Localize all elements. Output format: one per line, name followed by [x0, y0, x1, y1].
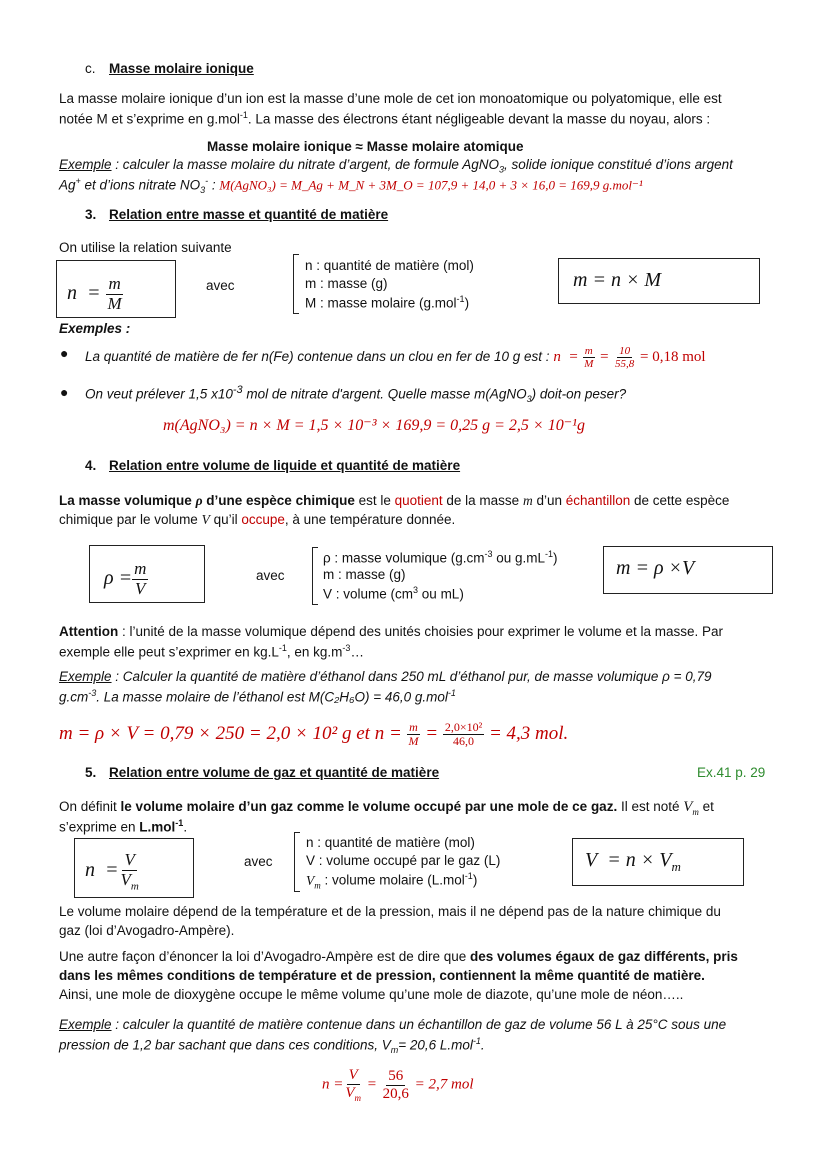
- formula-box-m-rho-V: m = ρ ×V: [603, 546, 773, 594]
- definition-paragraph: s’exprime en L.mol$^{-1}$.: [59, 818, 188, 835]
- example-line: $g.cm^{-3}$. La masse molaire de l’éthanol est M(C₂H₆O) = 46,0 g.mol$^{-1}$: [59, 688, 456, 705]
- avec-label: avec: [256, 568, 285, 583]
- molar-mass-formula: M(AgNO₃) = M_Ag + M_N + 3M_O = 107,9 + 14,0 + 3 × 16,0 = 169,9 g.mol⁻¹: [219, 177, 643, 193]
- definition-m: m : masse (g): [305, 276, 388, 291]
- avec-label: avec: [206, 278, 235, 293]
- section-5-title: Relation entre volume de gaz et quantité de matière: [109, 765, 440, 780]
- section-4-title: Relation entre volume de liquide et quantité de matière: [109, 458, 461, 473]
- section-c-letter: c.: [85, 61, 96, 76]
- section-4-number: 4.: [85, 458, 97, 473]
- attention-line: exemple elle peut s’exprimer en $kg.L^{-1}$, en $kg.m^{-3}\dots$: [59, 643, 364, 660]
- brace: [312, 547, 318, 605]
- definition-M: M : masse molaire (g.mol$^{-1}$): [305, 294, 470, 311]
- example-line: pression de 1,2 bar sachant que dans ces conditions, $V_m= 20,6$ L.mol$^{-1}$.: [59, 1036, 485, 1056]
- example-line: Exemple : calculer la quantité de matière contenue dans un échantillon de gaz de volume 56 L à 25°C sous une: [59, 1017, 727, 1032]
- example-line: Exemple : Calculer la quantité de matière d’éthanol dans 250 mL d’éthanol pur, de masse volumique ρ = 0,79: [59, 669, 712, 684]
- example-iron: La quantité de matière de fer n(Fe) contenue dans un clou en fer de 10 g est : n = $\frac{m}{M}$ = $\frac{10}{55,8}$ = 0,18 mol: [85, 345, 706, 371]
- formula-box-n-V-Vm: n = $\frac{V}{V_m}$: [74, 838, 194, 898]
- gas-calculation: n = $\frac{V}{V_m}$ = $\frac{56}{20,6}$ = 2,7 mol: [322, 1067, 474, 1103]
- example-line: Ag+ et d’ions nitrate $NO_3^-$ : M(AgNO₃) = M_Ag + M_N + 3M_O = 107,9 + 14,0 + 3 × 16,0 = 169,9 g.mol⁻¹: [59, 176, 643, 196]
- text-line: gaz (loi d’Avogadro-Ampère).: [59, 923, 235, 938]
- section-3-number: 3.: [85, 207, 97, 222]
- definition-n: n : quantité de matière (mol): [305, 258, 474, 273]
- brace: [293, 254, 299, 314]
- formula-box-n-m-M: n = $\frac{m}{M}$: [56, 260, 176, 318]
- definition-V: V : volume occupé par le gaz (L): [306, 853, 501, 868]
- text-line: dans les mêmes conditions de température et de pression, contiennent la même quantité de matière.: [59, 968, 705, 983]
- bullet: ●: [60, 384, 69, 400]
- definition-paragraph: On définit le volume molaire d’un gaz comme le volume occupé par une mole de ce gaz. Il est noté $V_m$ et: [59, 799, 714, 817]
- definition-n: n : quantité de matière (mol): [306, 835, 475, 850]
- section-3-title: Relation entre masse et quantité de matière: [109, 207, 389, 222]
- section-c-title: Masse molaire ionique: [109, 61, 254, 76]
- example-silver-nitrate: On veut prélever 1,5 $x10^{-3}$ mol de nitrate d'argent. Quelle masse m(AgNO$_3$) doit-on peser?: [85, 384, 627, 405]
- definition-paragraph: chimique par le volume V qu’il occupe, à une température donnée.: [59, 512, 456, 527]
- text-line: Ainsi, une mole de dioxygène occupe le même volume qu’une mole de diazote, qu’une mole de néon…..: [59, 987, 684, 1002]
- definition-paragraph: La masse volumique ρ d’une espèce chimique est le quotient de la masse m d’un échantillon de cette espèce: [59, 493, 730, 508]
- example-line: Exemple : calculer la masse molaire du nitrate d’argent, de formule AgNO$_3$, solide ionique constitué d’ions argent: [59, 157, 733, 175]
- text-line: Le volume molaire dépend de la température et de la pression, mais il ne dépend pas de la nature chimique du: [59, 904, 721, 919]
- formula-box-m-n-M: m = n × M: [558, 258, 760, 304]
- center-equation: Masse molaire ionique ≈ Masse molaire atomique: [207, 139, 524, 154]
- text-line: Une autre façon d’énoncer la loi d’Avogadro-Ampère est de dire que des volumes égaux de gaz différents, pris: [59, 949, 738, 964]
- formula-box-V-n-Vm: $V = n \times V_m$: [572, 838, 744, 886]
- definition-V: V : volume ($cm^3$ ou mL): [323, 585, 464, 602]
- definition-m: m : masse (g): [323, 567, 406, 582]
- exercise-reference: Ex.41 p. 29: [697, 765, 766, 780]
- avec-label: avec: [244, 854, 273, 869]
- bullet: ●: [60, 345, 69, 361]
- paragraph-line: La masse molaire ionique d’un ion est la masse d’une mole de cet ion monoatomique ou polyatomique, elle est: [59, 91, 722, 106]
- intro-text: On utilise la relation suivante: [59, 240, 232, 255]
- definition-Vm: $V_m$ : volume molaire (L.mol$^{-1}$): [306, 871, 478, 891]
- definition-rho: ρ : masse volumique ($g.cm^{-3}$ ou $g.mL^{-1}$): [323, 549, 558, 566]
- formula-box-rho: ρ = $\frac{m}{V}$: [89, 545, 205, 603]
- mass-calculation: m(AgNO₃) = n × M = 1,5 × 10⁻³ × 169,9 = 0,25 g = 2,5 × 10⁻¹g: [163, 417, 585, 434]
- brace: [294, 832, 300, 892]
- ethanol-calculation: m = ρ × V = 0,79 × 250 = 2,0 × 10² g et n = $\frac{m}{M}$ = $\frac{\text{2,0×10²}}{46,0}$ = 4,3 mol.: [59, 720, 569, 749]
- section-5-number: 5.: [85, 765, 97, 780]
- attention-line: Attention : l’unité de la masse volumique dépend des unités choisies pour exprimer le volume et la masse. Par: [59, 624, 724, 639]
- paragraph-line: notée M et s’exprime en g.mol$^{-1}$. La masse des électrons étant négligeable devant la masse du noyau, alors :: [59, 110, 711, 127]
- examples-label: Exemples :: [59, 321, 131, 336]
